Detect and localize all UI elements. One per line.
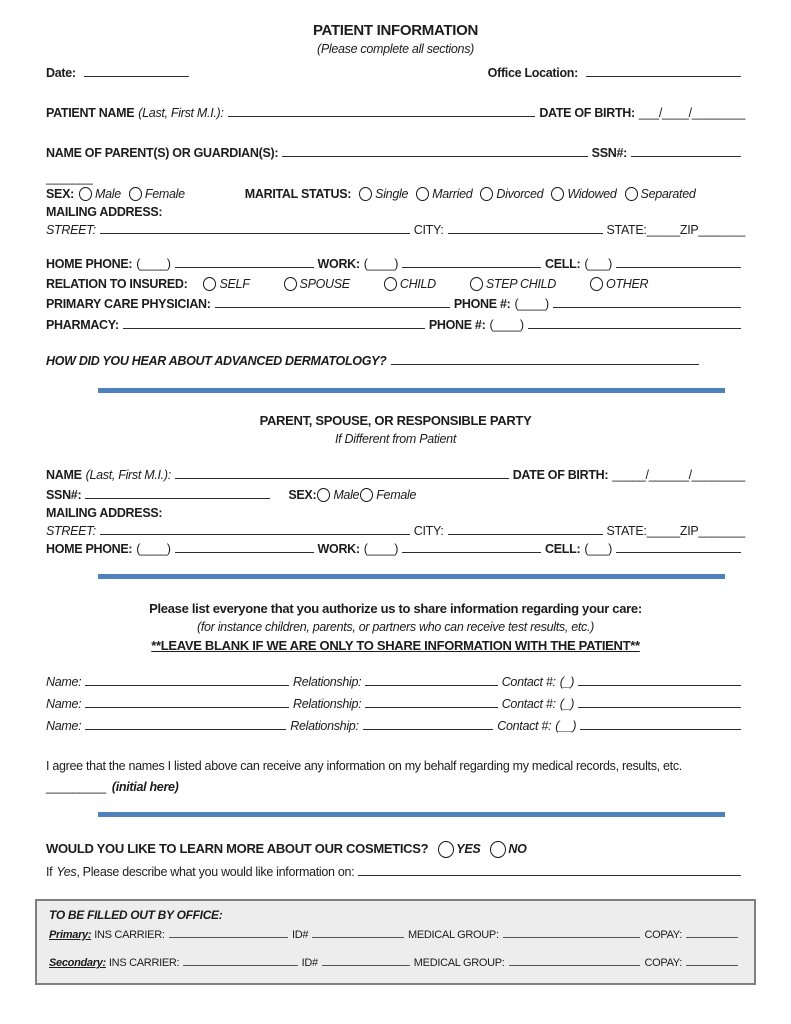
mailing-address-row (46, 205, 745, 219)
initial-label: (initial here) (111, 780, 179, 794)
responsible-title: PARENT, SPOUSE, OR RESPONSIBLE PARTY (259, 413, 532, 428)
auth-relationship-label: Relationship: (292, 675, 362, 689)
child-option-label: CHILD (399, 277, 436, 291)
hear-about-row (46, 354, 745, 368)
auth-relationship-label: Relationship: (290, 719, 359, 733)
guardian-input[interactable] (282, 155, 587, 157)
responsible-dob-input[interactable]: _____/______/________ (612, 468, 745, 482)
office-box-title: TO BE FILLED OUT BY OFFICE: (49, 908, 223, 922)
street-label: STREET: (46, 223, 96, 237)
state-label: STATE: (606, 223, 647, 237)
responsible-ssn-row (46, 488, 745, 502)
pcp-row (46, 297, 745, 311)
radio-cosmetics-yes[interactable] (438, 841, 454, 858)
primary-copay-label: COPAY: (644, 929, 682, 941)
secondary-id-input[interactable] (322, 964, 410, 966)
auth-name-label: Name: (46, 675, 82, 689)
primary-medical-group-input[interactable] (503, 936, 641, 938)
responsible-mailing-row (46, 506, 745, 520)
secondary-copay-label: COPAY: (644, 957, 682, 969)
cosmetics-followup-row (46, 865, 745, 879)
auth-relationship-input-3[interactable] (363, 728, 494, 730)
patient-name-hint: (Last, First M.I.): (138, 106, 224, 120)
patient-ssn-label: SSN#: (591, 146, 627, 160)
responsible-zip-input[interactable]: _______ (698, 524, 745, 538)
auth-contact-input-1[interactable] (578, 684, 741, 686)
cell-area-input[interactable]: (___) (584, 257, 613, 271)
initial-input[interactable]: _________ (46, 780, 106, 794)
street-input[interactable] (100, 232, 410, 234)
responsible-radio-male[interactable] (317, 488, 330, 502)
auth-relationship-input-2[interactable] (365, 706, 497, 708)
auth-contact-area-input-1[interactable]: (_) (559, 675, 575, 689)
patient-ssn-overflow-input[interactable]: _______ (46, 171, 93, 185)
pcp-phone-input[interactable] (553, 306, 741, 308)
patient-dob-input[interactable]: ___/____/________ (638, 106, 745, 120)
married-option-label: Married (432, 187, 473, 201)
responsible-home-phone-label: HOME PHONE: (46, 542, 133, 556)
pcp-phone-area-input[interactable]: (____) (514, 297, 549, 311)
page-subtitle: (Please complete all sections) (316, 42, 475, 56)
page-title: PATIENT INFORMATION (312, 22, 479, 39)
cosmetics-yes-label: YES (456, 842, 481, 856)
section-divider (98, 812, 725, 817)
followup-prefix: If (46, 865, 53, 879)
authorized-person-row (46, 675, 745, 689)
hear-about-label: HOW DID YOU HEAR ABOUT ADVANCED DERMATOLOGY? (46, 354, 387, 368)
responsible-cell-label: CELL: (545, 542, 581, 556)
primary-id-label: ID# (291, 929, 309, 941)
marital-status-label: MARITAL STATUS: (244, 187, 352, 201)
pharmacy-phone-label: PHONE #: (428, 318, 486, 332)
authorization-warning: **LEAVE BLANK IF WE ARE ONLY TO SHARE INFORMATION WITH THE PATIENT** (151, 638, 640, 653)
primary-ins-carrier-label: INS CARRIER: (94, 929, 165, 941)
responsible-home-area-input[interactable]: (____) (136, 542, 171, 556)
responsible-male-option-label: Male (333, 488, 360, 502)
radio-female[interactable] (129, 187, 142, 201)
patient-name-row (46, 106, 745, 120)
sex-label: SEX: (46, 187, 74, 201)
auth-name-label: Name: (46, 719, 82, 733)
secondary-id-label: ID# (301, 957, 318, 969)
responsible-sex-label: SEX: (288, 488, 317, 502)
secondary-medical-group-input[interactable] (509, 964, 641, 966)
zip-label: ZIP (679, 223, 699, 237)
state-input[interactable]: _____ (646, 223, 680, 237)
primary-prefix: Primary: (49, 929, 92, 941)
auth-name-label: Name: (46, 697, 82, 711)
responsible-street-input[interactable] (100, 533, 410, 535)
step-child-option-label: STEP CHILD (485, 277, 557, 291)
responsible-name-row (46, 468, 745, 482)
pharmacy-label: PHARMACY: (46, 318, 119, 332)
responsible-city-input[interactable] (448, 533, 603, 535)
responsible-phones-row (46, 542, 745, 556)
divorced-option-label: Divorced (496, 187, 544, 201)
primary-medical-group-label: MEDICAL GROUP: (407, 929, 499, 941)
primary-copay-input[interactable] (686, 936, 738, 938)
auth-name-input-2[interactable] (85, 706, 289, 708)
cosmetics-info-input[interactable] (358, 874, 741, 876)
responsible-work-area-input[interactable]: (____) (363, 542, 399, 556)
responsible-name-label: NAME (46, 468, 82, 482)
other-option-label: OTHER (606, 277, 649, 291)
guardian-label: NAME OF PARENT(S) OR GUARDIAN(S): (46, 146, 279, 160)
initial-row (46, 780, 745, 794)
auth-contact-area-input-3[interactable]: (__) (555, 719, 577, 733)
patient-ssn-input[interactable] (631, 155, 741, 157)
relation-label: RELATION TO INSURED: (46, 277, 188, 291)
authorized-person-row (46, 697, 745, 711)
auth-contact-label: Contact #: (501, 697, 556, 711)
pharmacy-input[interactable] (123, 327, 425, 329)
sex-marital-row (46, 187, 745, 201)
responsible-cell-phone-input[interactable] (616, 551, 741, 553)
single-option-label: Single (375, 187, 409, 201)
radio-other[interactable] (590, 277, 603, 291)
pharmacy-phone-input[interactable] (528, 327, 741, 329)
auth-relationship-label: Relationship: (292, 697, 362, 711)
home-phone-label: HOME PHONE: (46, 257, 133, 271)
male-option-label: Male (94, 187, 121, 201)
responsible-street-row (46, 524, 745, 538)
responsible-street-label: STREET: (46, 524, 96, 538)
patient-dob-label: DATE OF BIRTH: (539, 106, 635, 120)
city-input[interactable] (448, 232, 603, 234)
date-office-row (46, 66, 745, 80)
radio-married[interactable] (416, 187, 429, 201)
radio-cosmetics-no[interactable] (490, 841, 506, 858)
auth-contact-label: Contact #: (501, 675, 556, 689)
auth-relationship-input-1[interactable] (365, 684, 497, 686)
secondary-prefix: Secondary: (49, 957, 106, 969)
office-location-label: Office Location: (487, 66, 578, 80)
work-label: WORK: (317, 257, 360, 271)
hear-about-input[interactable] (391, 363, 699, 365)
responsible-city-label: CITY: (413, 524, 444, 538)
office-secondary-row (49, 957, 742, 969)
secondary-ins-carrier-label: INS CARRIER: (108, 957, 180, 969)
radio-male[interactable] (79, 187, 92, 201)
office-use-box (35, 899, 756, 985)
office-primary-row (49, 929, 742, 941)
patient-name-label: PATIENT NAME (46, 106, 135, 120)
responsible-state-label: STATE: (606, 524, 647, 538)
pharmacy-phone-area-input[interactable]: (____) (489, 318, 524, 332)
responsible-zip-label: ZIP (679, 524, 699, 538)
section-divider (98, 388, 725, 393)
self-option-label: SELF (219, 277, 250, 291)
auth-contact-input-3[interactable] (580, 728, 741, 730)
widowed-option-label: Widowed (567, 187, 617, 201)
date-input[interactable] (84, 75, 189, 77)
authorized-person-row (46, 719, 745, 733)
pcp-label: PRIMARY CARE PHYSICIAN: (46, 297, 211, 311)
radio-child[interactable] (384, 277, 397, 291)
responsible-ssn-input[interactable] (85, 497, 270, 499)
radio-self[interactable] (203, 277, 216, 291)
authorization-heading: Please list everyone that you authorize us to share information regarding your care: (149, 601, 642, 616)
responsible-female-option-label: Female (376, 488, 417, 502)
responsible-subtitle: If Different from Patient (334, 432, 457, 446)
secondary-ins-carrier-input[interactable] (183, 964, 297, 966)
responsible-ssn-label: SSN#: (46, 488, 82, 502)
work-area-input[interactable]: (____) (363, 257, 399, 271)
street-row (46, 223, 745, 237)
auth-contact-label: Contact #: (497, 719, 552, 733)
phones-row (46, 257, 745, 271)
secondary-medical-group-label: MEDICAL GROUP: (413, 957, 505, 969)
radio-separated[interactable] (625, 187, 638, 201)
agreement-text: I agree that the names I listed above can receive any information on my behalf regarding my medical records, results, etc. (46, 759, 682, 773)
followup-emphasis: Yes (56, 865, 77, 879)
pcp-phone-label: PHONE #: (453, 297, 511, 311)
home-phone-input[interactable] (175, 266, 314, 268)
zip-input[interactable]: _______ (698, 223, 745, 237)
section-divider (98, 574, 725, 579)
responsible-work-phone-input[interactable] (402, 551, 541, 553)
responsible-work-label: WORK: (317, 542, 360, 556)
radio-divorced[interactable] (480, 187, 493, 201)
spouse-option-label: SPOUSE (299, 277, 350, 291)
responsible-name-input[interactable] (175, 477, 509, 479)
pcp-input[interactable] (215, 306, 450, 308)
ssn-overflow-row (46, 171, 745, 185)
responsible-home-phone-input[interactable] (175, 551, 314, 553)
followup-rest: , Please describe what you would like information on: (76, 865, 355, 879)
office-location-input[interactable] (586, 75, 741, 77)
radio-widowed[interactable] (551, 187, 564, 201)
city-label: CITY: (413, 223, 444, 237)
radio-single[interactable] (359, 187, 372, 201)
auth-contact-input-2[interactable] (578, 706, 741, 708)
auth-name-input-3[interactable] (85, 728, 286, 730)
auth-name-input-1[interactable] (85, 684, 289, 686)
mailing-address-label: MAILING ADDRESS: (46, 205, 163, 219)
secondary-copay-input[interactable] (686, 964, 738, 966)
guardian-row (46, 146, 745, 160)
responsible-dob-label: DATE OF BIRTH: (512, 468, 609, 482)
cell-phone-input[interactable] (616, 266, 741, 268)
authorization-subheading: (for instance children, parents, or partners who can receive test results, etc.) (196, 620, 595, 634)
pharmacy-row (46, 318, 745, 332)
cosmetics-row (46, 841, 745, 858)
date-label: Date: (46, 66, 76, 80)
radio-spouse[interactable] (284, 277, 297, 291)
auth-contact-area-input-2[interactable]: (_) (559, 697, 575, 711)
separated-option-label: Separated (640, 187, 696, 201)
cosmetics-question: WOULD YOU LIKE TO LEARN MORE ABOUT OUR COSMETICS? (46, 841, 429, 856)
primary-id-input[interactable] (312, 936, 404, 938)
work-phone-input[interactable] (402, 266, 541, 268)
responsible-name-hint: (Last, First M.I.): (85, 468, 171, 482)
responsible-state-input[interactable]: _____ (646, 524, 680, 538)
radio-step-child[interactable] (470, 277, 483, 291)
patient-name-input[interactable] (228, 115, 536, 117)
responsible-radio-female[interactable] (360, 488, 373, 502)
female-option-label: Female (144, 187, 185, 201)
primary-ins-carrier-input[interactable] (169, 936, 288, 938)
relation-row (46, 277, 745, 291)
home-area-input[interactable]: (____) (136, 257, 171, 271)
cell-label: CELL: (545, 257, 581, 271)
responsible-mailing-label: MAILING ADDRESS: (46, 506, 163, 520)
cosmetics-no-label: NO (508, 842, 527, 856)
responsible-cell-area-input[interactable]: (___) (584, 542, 613, 556)
